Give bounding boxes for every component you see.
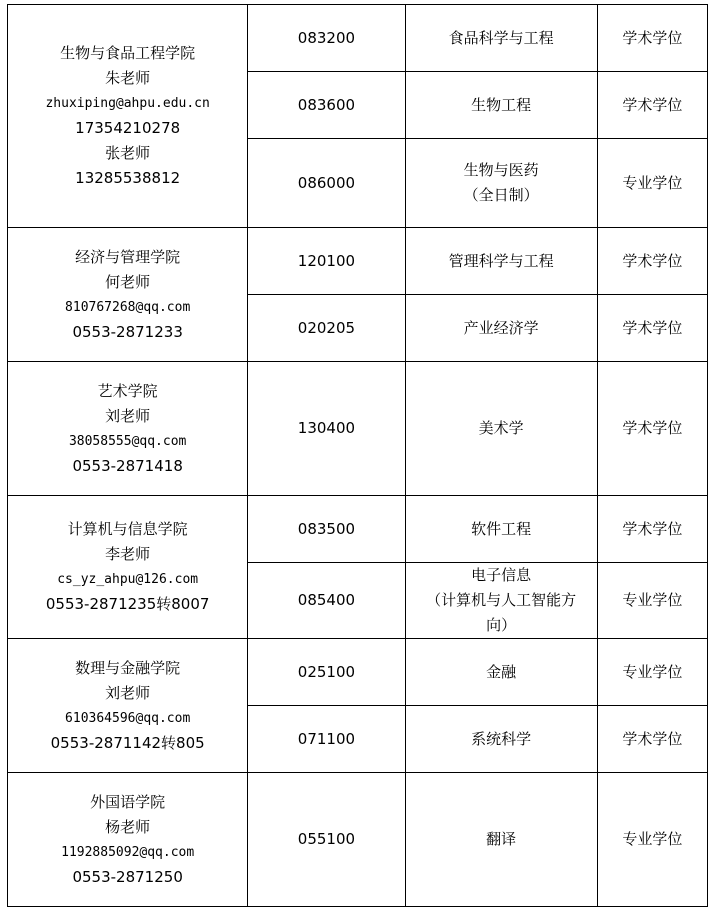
degree-type: 专业学位 bbox=[597, 773, 707, 907]
major-name-cell bbox=[405, 72, 597, 139]
college-contact-cell bbox=[8, 228, 248, 362]
major-name: 美术学 bbox=[478, 419, 524, 437]
major-name-cell bbox=[405, 139, 597, 228]
program-code: 020205 bbox=[248, 295, 405, 362]
major-name-cell bbox=[405, 706, 597, 773]
major-name: 生物与医药 bbox=[463, 161, 539, 179]
program-code: 083200 bbox=[248, 5, 405, 72]
contact-line: 张老师 bbox=[105, 144, 151, 162]
major-name-cell bbox=[405, 5, 597, 72]
contact-line: 杨老师 bbox=[105, 817, 151, 836]
degree-type: 学术学位 bbox=[597, 496, 707, 563]
college-contact-cell bbox=[8, 362, 248, 496]
college-name: 外国语学院 bbox=[90, 792, 166, 811]
contact-line: 刘老师 bbox=[105, 683, 151, 702]
major-name: 产业经济学 bbox=[463, 318, 539, 337]
major-name: （计算机与人工智能方 bbox=[426, 591, 577, 609]
contact-line: 0553-2871142转805 bbox=[50, 733, 205, 752]
contact-line: 610364596@qq.com bbox=[65, 710, 191, 726]
contact-line: 1192885092@qq.com bbox=[61, 844, 195, 860]
college-contact-cell bbox=[8, 639, 248, 773]
major-name-cell bbox=[405, 295, 597, 362]
admissions-table bbox=[7, 4, 708, 907]
major-name: （全日制） bbox=[463, 186, 539, 204]
college-contact-cell bbox=[8, 773, 248, 907]
major-name-cell bbox=[405, 362, 597, 496]
degree-type: 学术学位 bbox=[597, 362, 707, 496]
degree-type: 学术学位 bbox=[597, 228, 707, 295]
contact-line: 17354210278 bbox=[75, 119, 181, 137]
contact-line: cs_yz_ahpu@126.com bbox=[57, 572, 199, 587]
major-name: 系统科学 bbox=[471, 729, 532, 748]
table-row bbox=[8, 496, 708, 563]
contact-line: zhuxiping@ahpu.edu.cn bbox=[45, 96, 210, 111]
major-name: 生物工程 bbox=[471, 95, 532, 114]
degree-type: 专业学位 bbox=[597, 639, 707, 706]
table-row bbox=[8, 362, 708, 496]
major-name: 软件工程 bbox=[471, 519, 532, 538]
major-name-cell bbox=[405, 563, 597, 639]
degree-type: 学术学位 bbox=[597, 72, 707, 139]
major-name: 翻译 bbox=[486, 830, 517, 848]
degree-type: 学术学位 bbox=[597, 5, 707, 72]
program-code: 055100 bbox=[248, 773, 405, 907]
contact-line: 810767268@qq.com bbox=[65, 299, 191, 315]
program-code: 130400 bbox=[248, 362, 405, 496]
table-row bbox=[8, 773, 708, 907]
major-name: 金融 bbox=[486, 662, 517, 681]
contact-line: 朱老师 bbox=[105, 69, 151, 87]
degree-type: 学术学位 bbox=[597, 706, 707, 773]
college-name: 计算机与信息学院 bbox=[67, 520, 188, 538]
college-name: 经济与管理学院 bbox=[75, 247, 181, 266]
college-name: 生物与食品工程学院 bbox=[60, 44, 196, 62]
contact-line: 0553-2871235转8007 bbox=[45, 595, 210, 613]
college-contact-cell bbox=[8, 5, 248, 228]
program-code: 085400 bbox=[248, 563, 405, 639]
program-code: 083500 bbox=[248, 496, 405, 563]
college-name: 艺术学院 bbox=[97, 381, 158, 400]
program-code: 086000 bbox=[248, 139, 405, 228]
program-code: 083600 bbox=[248, 72, 405, 139]
major-name-cell bbox=[405, 228, 597, 295]
contact-line: 0553-2871250 bbox=[72, 867, 183, 886]
major-name: 食品科学与工程 bbox=[448, 28, 554, 47]
major-name: 向） bbox=[486, 616, 517, 634]
degree-type: 专业学位 bbox=[597, 139, 707, 228]
contact-line: 0553-2871418 bbox=[72, 456, 183, 475]
contact-line: 李老师 bbox=[105, 545, 151, 563]
contact-line: 38058555@qq.com bbox=[68, 433, 187, 449]
major-name-cell bbox=[405, 773, 597, 907]
table-row bbox=[8, 639, 708, 706]
table-row bbox=[8, 5, 708, 72]
major-name: 管理科学与工程 bbox=[448, 251, 554, 270]
major-name-cell bbox=[405, 496, 597, 563]
contact-line: 刘老师 bbox=[105, 406, 151, 425]
table-row bbox=[8, 228, 708, 295]
contact-line: 13285538812 bbox=[75, 169, 181, 187]
contact-line: 何老师 bbox=[105, 272, 151, 291]
college-name: 数理与金融学院 bbox=[75, 658, 181, 677]
major-name-cell bbox=[405, 639, 597, 706]
table-body bbox=[8, 5, 708, 907]
contact-line: 0553-2871233 bbox=[72, 322, 183, 341]
college-contact-cell bbox=[8, 496, 248, 639]
degree-type: 学术学位 bbox=[597, 295, 707, 362]
program-code: 071100 bbox=[248, 706, 405, 773]
program-code: 120100 bbox=[248, 228, 405, 295]
degree-type: 专业学位 bbox=[597, 563, 707, 639]
major-name: 电子信息 bbox=[471, 566, 532, 584]
program-code: 025100 bbox=[248, 639, 405, 706]
